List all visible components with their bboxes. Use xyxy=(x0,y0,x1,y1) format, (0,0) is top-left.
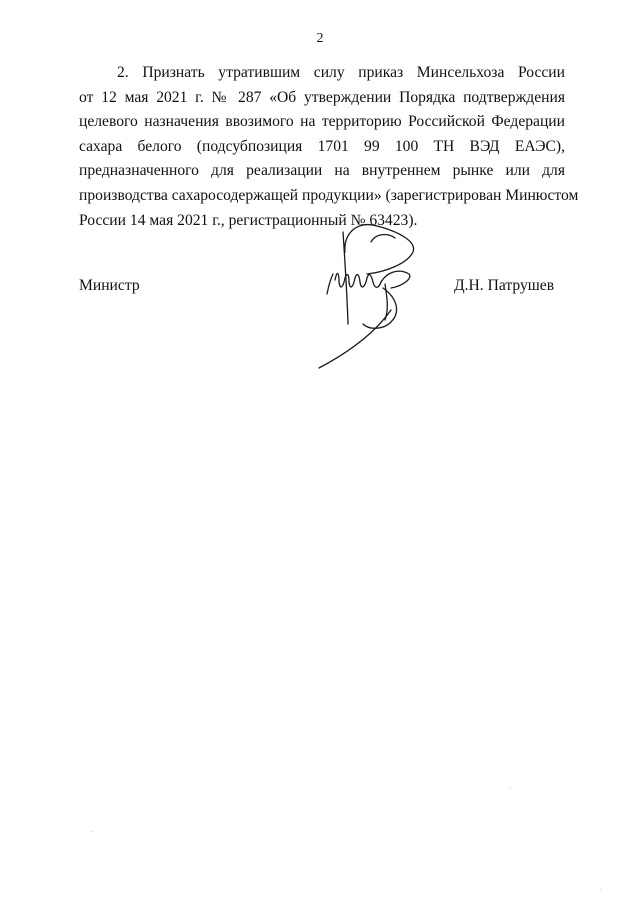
page-number: 2 xyxy=(316,31,324,46)
handwritten-signature xyxy=(305,212,435,372)
scan-speck xyxy=(510,788,511,789)
paragraph-line: предназначенного для реализации на внутреннем рынке или для xyxy=(79,162,565,180)
body-paragraph xyxy=(79,61,579,233)
paragraph-line: от 12 мая 2021 г. № 287 «Об утверждении Порядка подтверждения xyxy=(79,88,565,106)
signatory-position: Министр xyxy=(79,277,140,294)
paragraph-line: России 14 мая 2021 г., регистрационный № 63423). xyxy=(79,211,418,229)
paragraph-line: сахара белого (подсубпозиция 1701 99 100 ТН ВЭД ЕАЭС), xyxy=(79,137,565,155)
paragraph-line: 2. Признать утратившим силу приказ Минсельхоза России xyxy=(117,64,565,81)
paragraph-line: производства сахаросодержащей продукции» (зарегистрирован Минюстом xyxy=(79,186,579,204)
scan-speck xyxy=(600,889,601,890)
paragraph-line: целевого назначения ввозимого на территорию Российской Федерации xyxy=(79,113,565,131)
signatory-name: Д.Н. Патрушев xyxy=(454,277,555,294)
scan-speck xyxy=(91,831,92,832)
